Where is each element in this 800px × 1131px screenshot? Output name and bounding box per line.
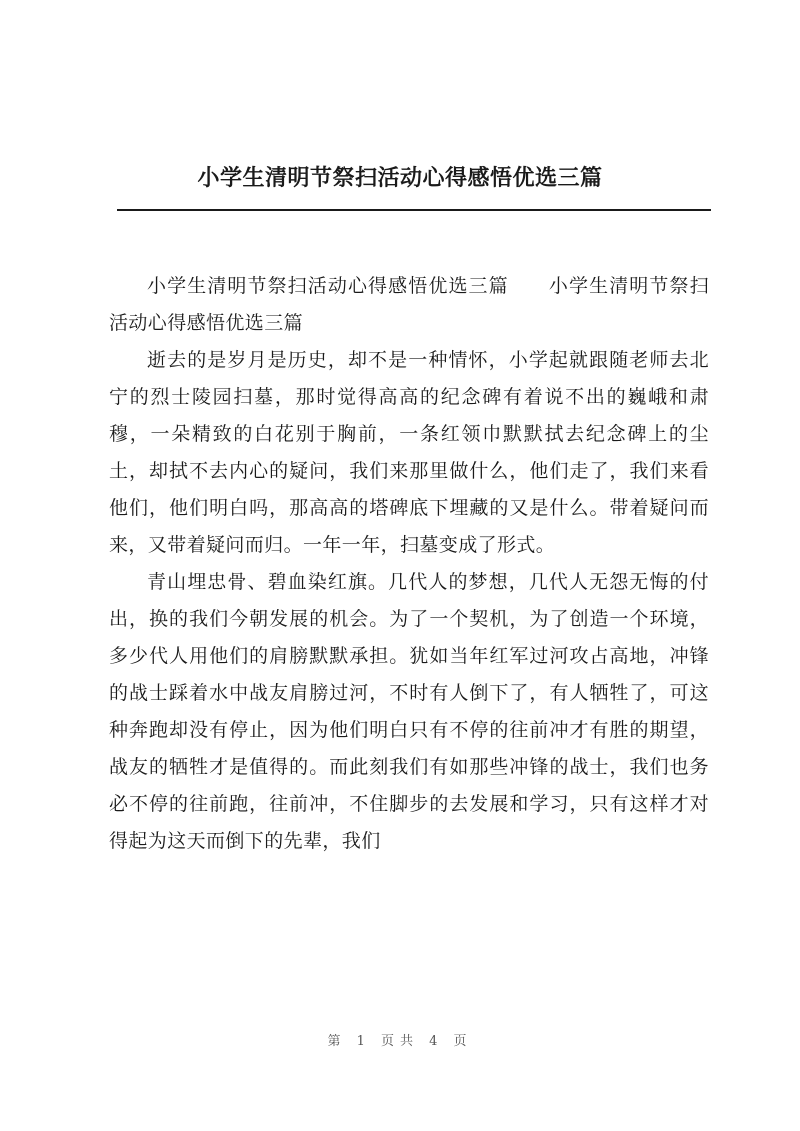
page-number-label: 第 1 页共 4 页 [327, 1034, 473, 1049]
body-paragraph: 逝去的是岁月是历史，却不是一种情怀，小学起就跟随老师去北宁的烈士陵园扫墓，那时觉得高高的纪念碑有着说不出的巍峨和肃穆，一朵精致的白花别于胸前，一条红领巾默默拭去纪念碑上的尘土，却拭不去内心的疑问，我们来那里做什么，他们走了，我们来看他们，他们明白吗，那高高的塔碑底下埋藏的又是什么。带着疑问而来，又带着疑问而归。一年一年，扫墓变成了形式。 [109, 349, 709, 556]
document-body [109, 268, 709, 860]
page-number-footer [0, 1030, 800, 1049]
body-paragraph: 青山埋忠骨、碧血染红旗。几代人的梦想，几代人无怨无悔的付出，换的我们今朝发展的机会。为了一个契机，为了创造一个环境，多少代人用他们的肩膀默默承担。犹如当年红军过河攻占高地，冲锋的战士踩着水中战友肩膀过河，不时有人倒下了，有人牺牲了，可这种奔跑却没有停止，因为他们明白只有不停的往前冲才有胜的期望，战友的牺牲才是值得的。而此刻我们有如那些冲锋的战士，我们也务必不停的往前跑，往前冲，不住脚步的去发展和学习，只有这样才对得起为这天而倒下的先辈，我们 [109, 571, 709, 852]
document-title: 小学生清明节祭扫活动心得感悟优选三篇 [197, 165, 603, 191]
title-divider [117, 209, 711, 211]
body-paragraph: 小学生清明节祭扫活动心得感悟优选三篇 小学生清明节祭扫活动心得感悟优选三篇 [109, 275, 709, 334]
